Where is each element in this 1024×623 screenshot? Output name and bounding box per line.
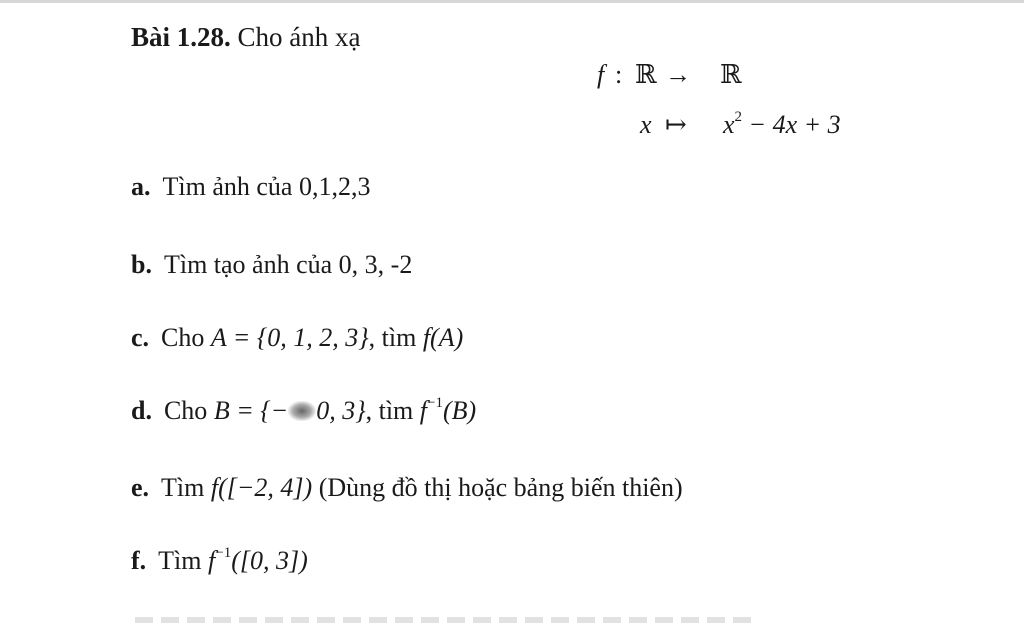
problem-heading	[131, 22, 361, 53]
item-c-image: f(A)	[422, 323, 464, 352]
item-c-set: A = {0, 1, 2, 3}	[210, 323, 369, 352]
item-d	[131, 396, 476, 426]
formula-exponent: 2	[734, 109, 743, 126]
item-b	[131, 250, 412, 280]
problem-intro: Cho ánh xạ	[237, 22, 361, 52]
arrow-icon: →	[665, 60, 691, 89]
mapping-colon: :	[615, 60, 623, 89]
item-e-post: (Dùng đồ thị hoặc bảng biến thiên)	[312, 473, 683, 502]
item-e-label: e.	[131, 473, 150, 502]
formula	[723, 110, 841, 140]
item-f-label: f.	[131, 546, 147, 575]
item-f-func: f	[208, 546, 216, 575]
formula-rest: − 4x + 3	[742, 110, 841, 139]
mapsto-icon: ↦	[665, 110, 687, 139]
item-f-arg: ([0, 3])	[231, 546, 308, 575]
item-d-set-start: B = {−	[213, 396, 289, 425]
item-f	[131, 546, 308, 576]
item-b-text: Tìm tạo ảnh của 0, 3, -2	[163, 250, 413, 279]
item-d-arg: (B)	[442, 396, 477, 425]
top-border	[0, 0, 1024, 3]
item-c-pre: Cho	[161, 323, 211, 352]
variable-x: x	[640, 110, 652, 139]
domain-set: ℝ	[635, 60, 657, 90]
item-d-pre: Cho	[163, 396, 214, 425]
ink-smudge-icon	[288, 401, 316, 421]
item-a	[131, 172, 370, 202]
cutoff-next-line	[135, 617, 755, 623]
item-a-label: a.	[131, 172, 151, 201]
problem-number: Bài 1.28.	[131, 22, 231, 52]
item-c-label: c.	[131, 323, 150, 352]
item-f-exp: −1	[215, 545, 232, 562]
item-d-func: f	[419, 396, 427, 425]
item-d-mid: , tìm	[365, 396, 420, 425]
codomain-set: ℝ	[720, 60, 742, 90]
formula-base: x	[723, 110, 735, 139]
item-c-mid: , tìm	[368, 323, 423, 352]
item-f-pre: Tìm	[158, 546, 209, 575]
item-d-set-end: 0, 3}	[316, 396, 366, 425]
item-d-label: d.	[131, 396, 152, 425]
function-name: f	[597, 60, 605, 89]
item-e-math: f([−2, 4])	[210, 473, 313, 502]
item-c	[131, 323, 463, 353]
item-e-pre: Tìm	[161, 473, 211, 502]
item-a-text: Tìm ảnh của 0,1,2,3	[162, 172, 371, 201]
item-e	[131, 473, 683, 503]
item-d-exp: −1	[427, 395, 443, 412]
item-b-label: b.	[131, 250, 152, 279]
